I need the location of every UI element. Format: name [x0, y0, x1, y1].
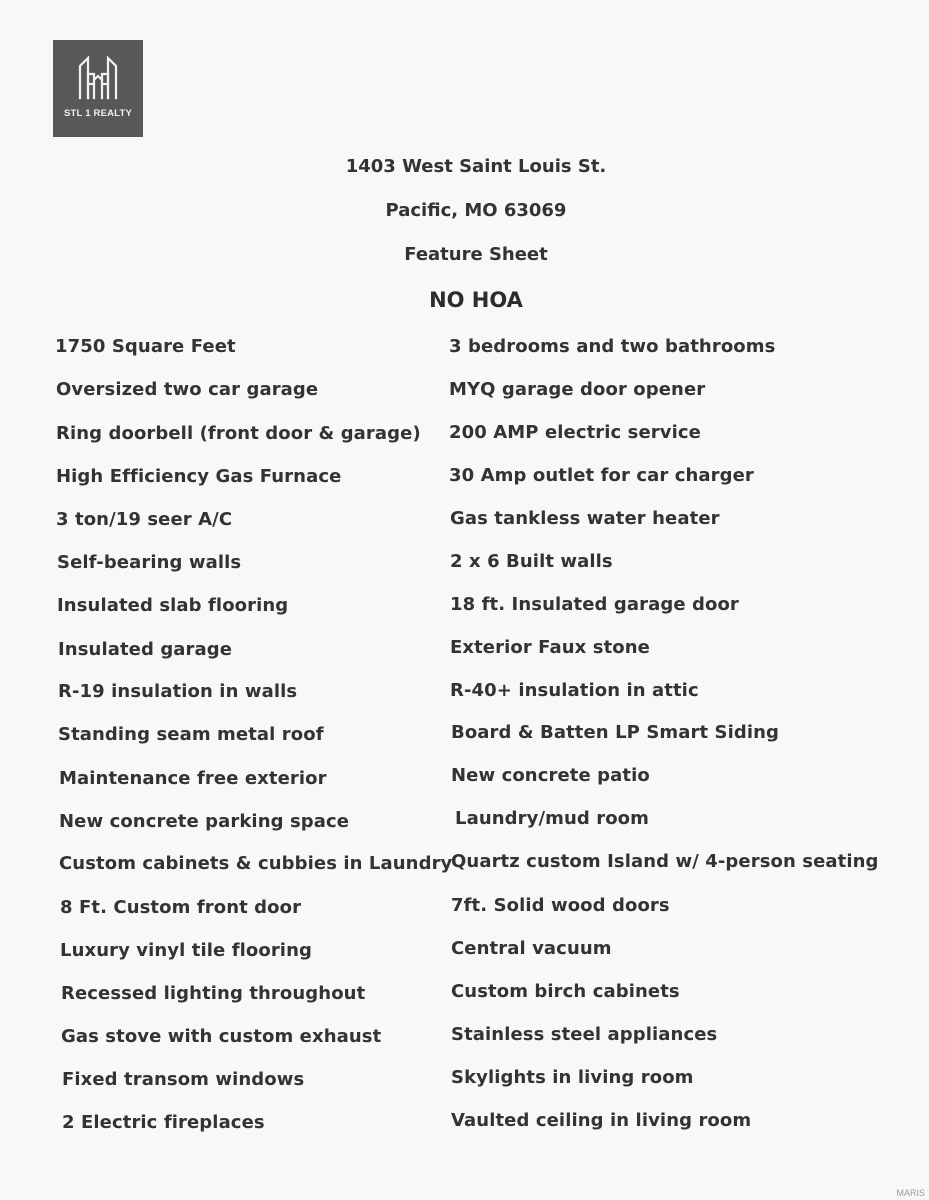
- feature-right-item: Central vacuum: [451, 938, 612, 959]
- feature-left-item: 2 Electric fireplaces: [62, 1112, 265, 1133]
- feature-left-item: 1750 Square Feet: [55, 336, 236, 357]
- logo-text: STL 1 REALTY: [63, 108, 133, 119]
- feature-right-item: 200 AMP electric service: [449, 422, 701, 443]
- feature-right-item: Exterior Faux stone: [450, 637, 650, 658]
- feature-right-item: New concrete patio: [451, 765, 650, 786]
- feature-left-item: R-19 insulation in walls: [58, 681, 298, 702]
- feature-right-item: Vaulted ceiling in living room: [451, 1110, 752, 1131]
- watermark: MARIS: [896, 1188, 925, 1198]
- feature-right-item: 7ft. Solid wood doors: [451, 895, 670, 916]
- feature-right-item: 2 x 6 Built walls: [450, 551, 613, 572]
- feature-right-item: Laundry/mud room: [455, 808, 650, 829]
- feature-left-item: Standing seam metal roof: [58, 724, 324, 745]
- feature-left-item: Maintenance free exterior: [59, 768, 327, 789]
- feature-left-item: Insulated slab flooring: [57, 595, 289, 616]
- feature-left-item: 8 Ft. Custom front door: [60, 897, 302, 918]
- feature-right-item: R-40+ insulation in attic: [450, 680, 699, 701]
- address-line-2: Pacific, MO 63069: [385, 200, 567, 221]
- hoa-notice: NO HOA: [429, 288, 523, 312]
- feature-left-item: Recessed lighting throughout: [61, 983, 366, 1004]
- feature-right-item: Quartz custom Island w/ 4-person seating: [451, 851, 879, 872]
- feature-right-item: MYQ garage door opener: [449, 379, 706, 400]
- building-icon: [77, 54, 119, 102]
- feature-right-item: 3 bedrooms and two bathrooms: [449, 336, 776, 357]
- feature-right-item: Gas tankless water heater: [450, 508, 720, 529]
- feature-right-item: Custom birch cabinets: [451, 981, 680, 1002]
- feature-left-item: 3 ton/19 seer A/C: [56, 509, 233, 530]
- feature-left-item: High Efficiency Gas Furnace: [56, 466, 342, 487]
- feature-left-item: New concrete parking space: [59, 811, 350, 832]
- feature-left-item: Self-bearing walls: [57, 552, 242, 573]
- feature-right-item: 18 ft. Insulated garage door: [450, 594, 739, 615]
- feature-right-item: 30 Amp outlet for car charger: [449, 465, 754, 486]
- feature-right-item: Stainless steel appliances: [451, 1024, 718, 1045]
- company-logo: [53, 40, 143, 137]
- feature-left-item: Oversized two car garage: [56, 379, 319, 400]
- sheet-title: Feature Sheet: [404, 244, 548, 265]
- feature-right-item: Board & Batten LP Smart Siding: [451, 722, 780, 743]
- feature-right-item: Skylights in living room: [451, 1067, 694, 1088]
- feature-left-item: Fixed transom windows: [62, 1069, 305, 1090]
- feature-left-item: Gas stove with custom exhaust: [61, 1026, 382, 1047]
- feature-left-item: Custom cabinets & cubbies in Laundry: [59, 853, 453, 874]
- feature-left-item: Ring doorbell (front door & garage): [56, 423, 421, 444]
- feature-left-item: Luxury vinyl tile flooring: [60, 940, 312, 961]
- feature-left-item: Insulated garage: [58, 639, 233, 660]
- address-line-1: 1403 West Saint Louis St.: [345, 156, 607, 177]
